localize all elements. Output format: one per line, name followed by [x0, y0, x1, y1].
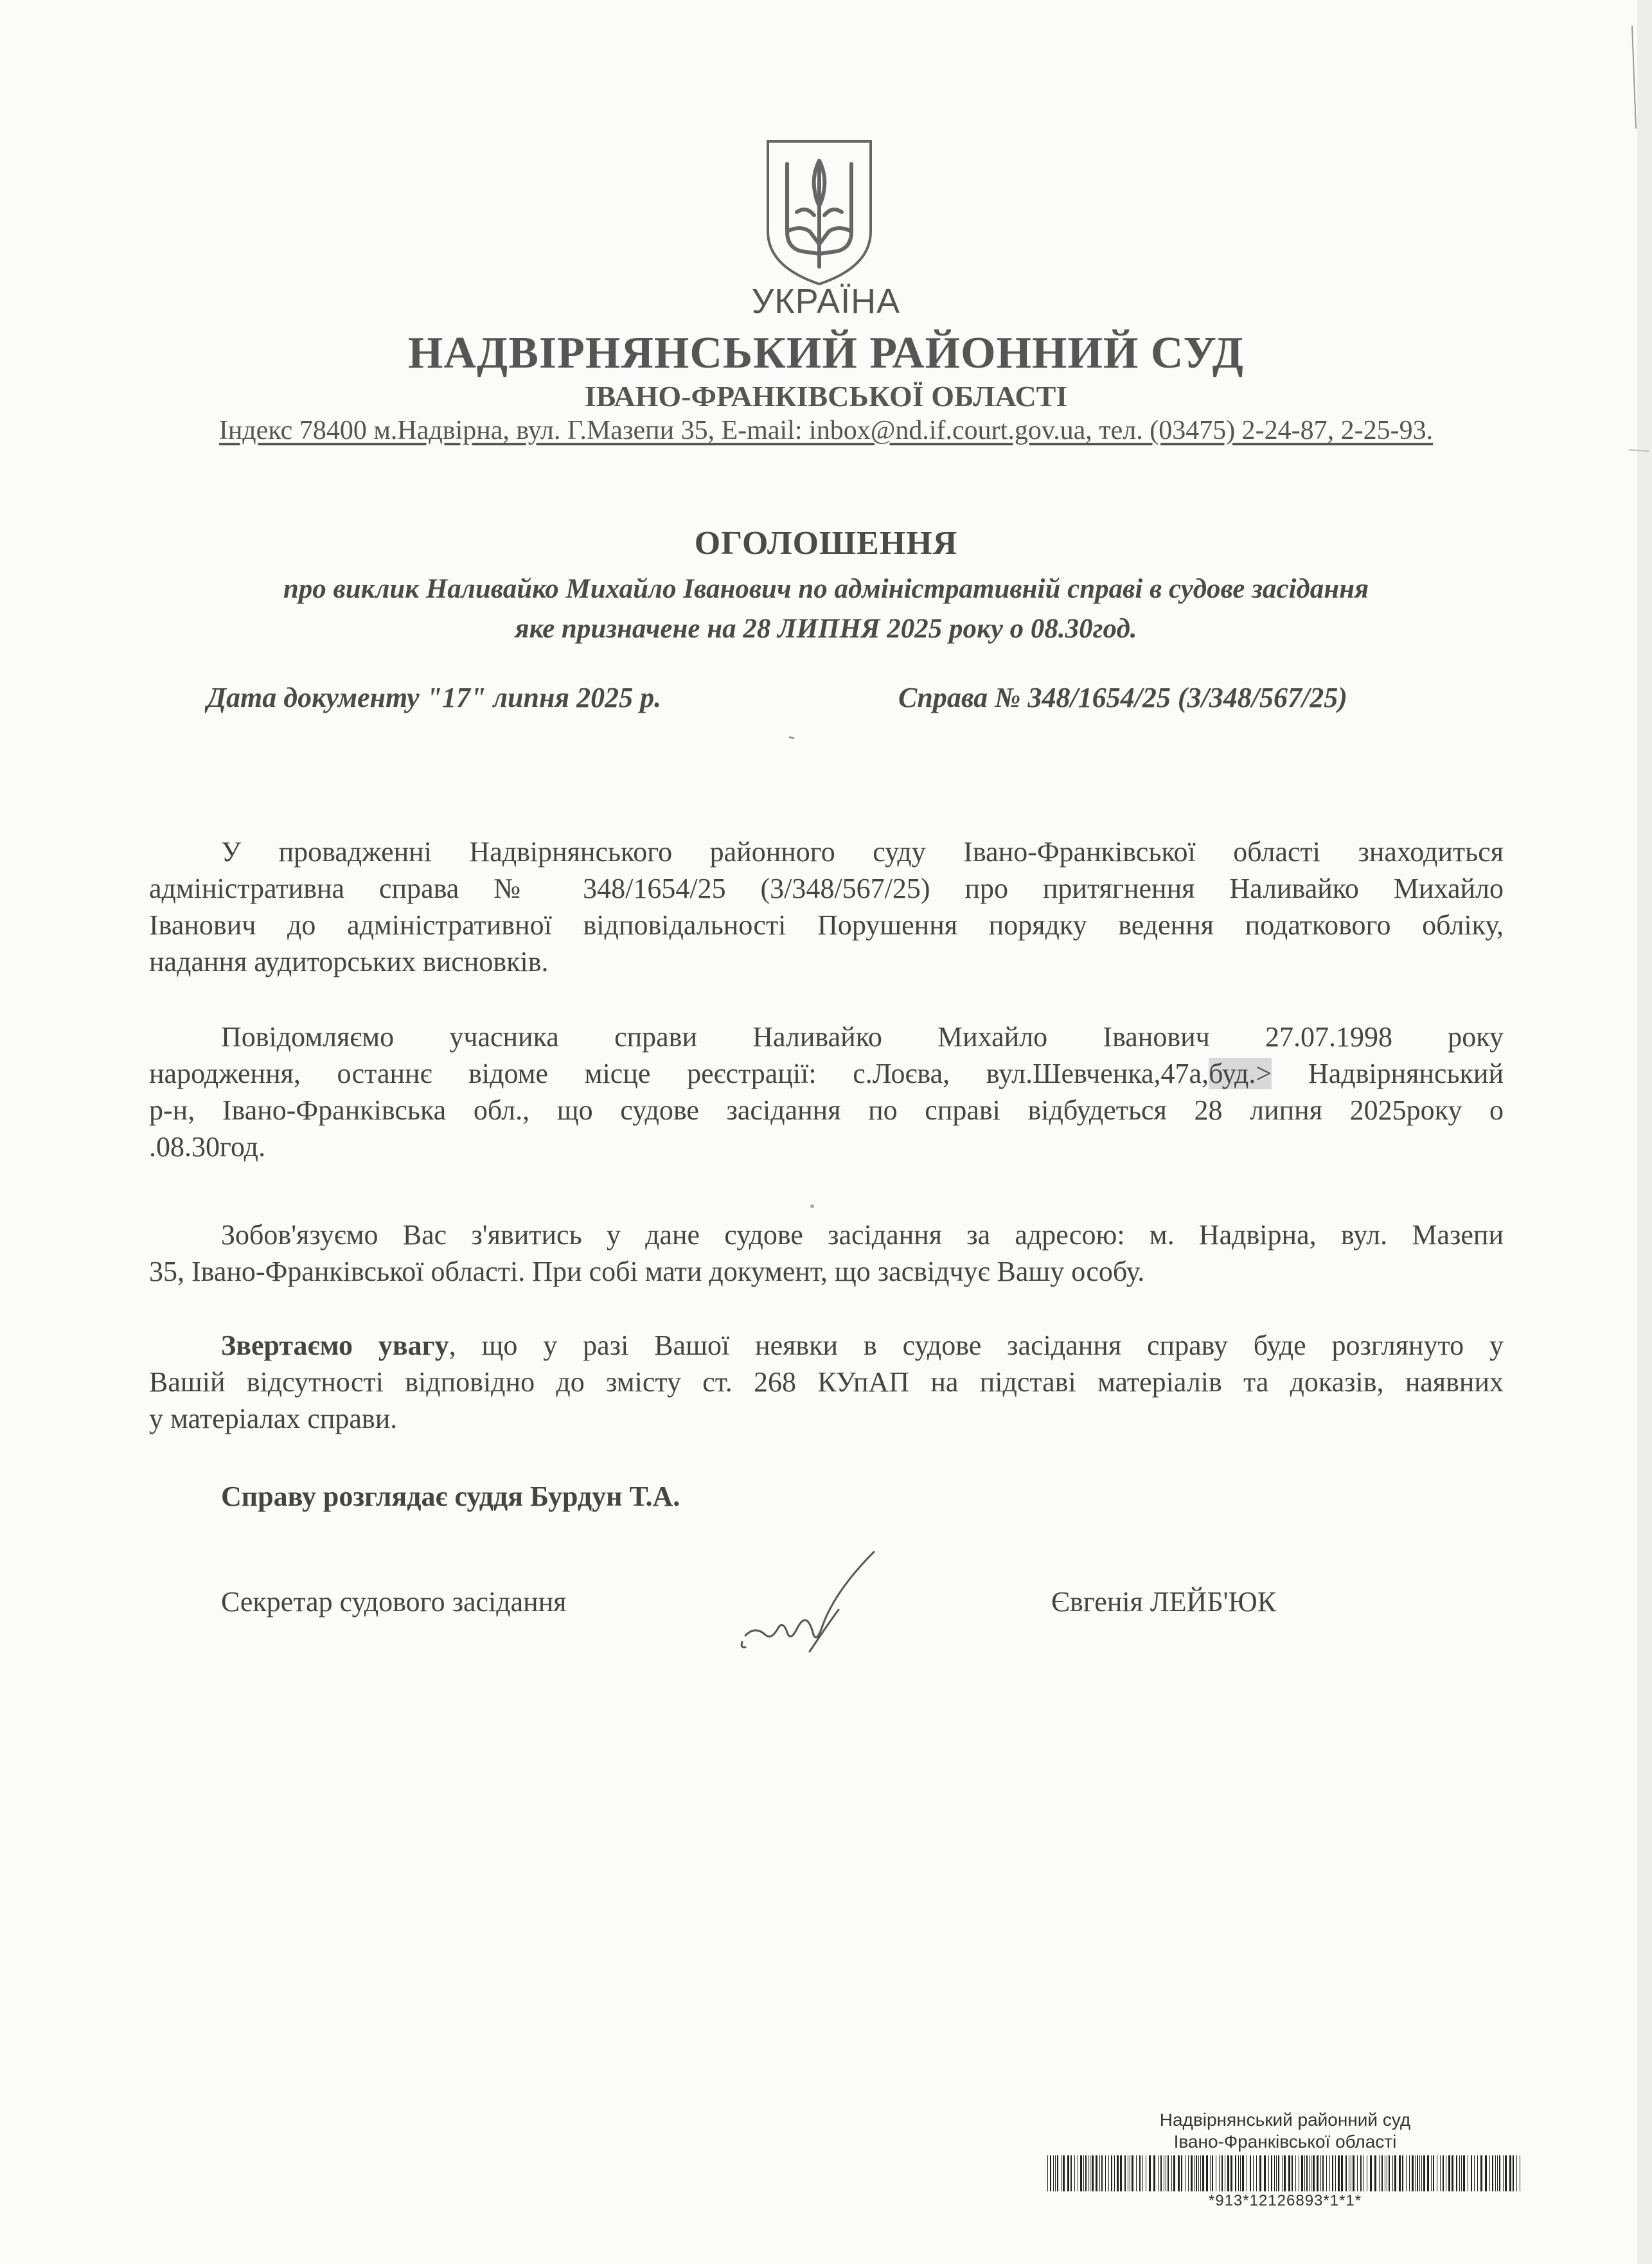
barcode-bar [1250, 2155, 1251, 2191]
court-region: ІВАНО-ФРАНКІВСЬКОЇ ОБЛАСТІ [584, 380, 1068, 413]
barcode-bar [1320, 2155, 1321, 2191]
barcode-bar [1181, 2155, 1182, 2191]
registry-stamp [1047, 2109, 1523, 2211]
barcode-bar [1431, 2155, 1432, 2191]
barcode-bar [1363, 2155, 1364, 2191]
barcode-bar [1120, 2155, 1122, 2191]
barcode-bar [1063, 2155, 1065, 2191]
barcode-bar [1238, 2155, 1239, 2191]
barcode-bar [1092, 2155, 1094, 2191]
subtitle-line-2: яке призначене на 28 ЛИПНЯ 2025 року о 08.30год. [515, 614, 1137, 644]
address-text-rest: Надвірнянський [1272, 1058, 1504, 1089]
barcode-bar [1274, 2155, 1275, 2191]
barcode-bar [1264, 2155, 1266, 2191]
secretary-name: Євгенія ЛЕЙБ'ЮК [1051, 1586, 1277, 1618]
barcode-bar [1499, 2155, 1500, 2191]
barcode-bar [1338, 2155, 1340, 2191]
barcode-bar [1067, 2155, 1069, 2191]
barcode-bar [1235, 2155, 1236, 2191]
barcode-bar [1085, 2155, 1087, 2191]
paragraph-line: Вашій відсутності відповідно до змісту ст. 268 КУпАП на підставі матеріалів та доказів, наявних [149, 1366, 1504, 1398]
barcode-bar [1353, 2155, 1354, 2191]
court-address-text: Індекс 78400 м.Надвірна, вул. Г.Мазепи 35, E-mail: inbox@nd.if.court.gov.ua, тел. (03475) 2-24-87, 2-25-93. [218, 416, 1434, 445]
barcode-bar [1188, 2155, 1189, 2191]
barcode-bar [1329, 2155, 1330, 2191]
address-text: народження, останнє відоме місце реєстрації: с.Лоєва, вул.Шевченка,47а, [149, 1058, 1209, 1089]
barcode-bar [1055, 2155, 1056, 2191]
barcode-bar [1489, 2155, 1490, 2191]
barcode-bar [1074, 2155, 1075, 2191]
warning-emphasis: Звертаємо увагу [221, 1330, 449, 1361]
barcode-bar [1242, 2155, 1244, 2191]
barcode-bar [1335, 2155, 1336, 2191]
coat-of-arms-icon [761, 135, 877, 289]
barcode-bar [1284, 2155, 1286, 2191]
barcode-bar [1101, 2155, 1103, 2191]
barcode-bar [1474, 2155, 1475, 2191]
barcode-bar [1240, 2155, 1241, 2191]
barcode-bar [1461, 2155, 1462, 2191]
barcode-bar [1485, 2155, 1487, 2191]
barcode-bar [1219, 2155, 1220, 2191]
barcode-bar [1259, 2155, 1261, 2191]
barcode-bar [1149, 2155, 1151, 2191]
barcode-bar [1480, 2155, 1482, 2191]
barcode-bar [1301, 2155, 1303, 2191]
paragraph-summons [149, 1217, 1504, 1290]
paragraph-line: надання аудиторських висновків. [149, 946, 549, 977]
barcode-bar [1295, 2155, 1296, 2191]
barcode-bar [1256, 2155, 1257, 2191]
barcode-bar [1412, 2155, 1414, 2191]
signature-image [726, 1539, 919, 1668]
barcode-bar [1114, 2155, 1115, 2191]
barcode-bar [1117, 2155, 1119, 2191]
barcode-bar [1374, 2155, 1376, 2191]
barcode-bar [1212, 2155, 1213, 2191]
barcode-bar [1503, 2155, 1504, 2191]
paragraph-line: р-н, Івано-Франківська обл., що судове засідання по справі відбудеться 28 липня 2025року о [149, 1094, 1504, 1126]
barcode-bar [1459, 2155, 1460, 2191]
barcode-bar [1171, 2155, 1172, 2191]
barcode-bar [1509, 2155, 1511, 2191]
barcode-bar [1471, 2155, 1472, 2191]
barcode-bar [1057, 2155, 1058, 2191]
barcode-bar [1313, 2155, 1315, 2191]
barcode-bar [1047, 2155, 1048, 2191]
barcode-bar [1415, 2155, 1416, 2191]
paragraph-line: Іванович до адміністративної відповідальності Порушення порядку ведення податкового обліку, [149, 909, 1504, 941]
barcode-bar [1230, 2155, 1232, 2191]
barcode-bar [1394, 2155, 1396, 2191]
barcode-bar [1191, 2155, 1193, 2191]
barcode-bar [1268, 2155, 1269, 2191]
paragraph-notification [149, 1019, 1504, 1165]
barcode-bar [1497, 2155, 1498, 2191]
paragraph-proceedings [149, 833, 1504, 980]
barcode-bar [1168, 2155, 1169, 2191]
barcode-bar [1317, 2155, 1319, 2191]
paragraph-line: у матеріалах справи. [149, 1403, 398, 1434]
document-subtitle [0, 569, 1652, 649]
barcode-bar [1173, 2155, 1175, 2191]
barcode-bar [1080, 2155, 1082, 2191]
stamp-region: Івано-Франківської області [1173, 2132, 1397, 2152]
secretary-label: Секретар судового засідання [221, 1586, 567, 1618]
paragraph-line [149, 1327, 1504, 1364]
barcode-bar [1505, 2155, 1507, 2191]
barcode-bar [1322, 2155, 1324, 2191]
court-address [0, 415, 1652, 446]
warning-text: , що у разі Вашої неявки в судове засідання справу буде розглянуто у [449, 1330, 1504, 1361]
barcode-bar [1309, 2155, 1310, 2191]
stamp-court-name: Надвірнянський районний суд [1159, 2110, 1411, 2130]
barcode-bar [1096, 2155, 1097, 2191]
barcode-bar [1421, 2155, 1422, 2191]
barcode-bar [1288, 2155, 1290, 2191]
barcode-bar [1200, 2155, 1201, 2191]
barcode-bar [1370, 2155, 1372, 2191]
barcode-bar [1160, 2155, 1162, 2191]
barcode-bar [1513, 2155, 1514, 2191]
barcode-bar [1423, 2155, 1425, 2191]
barcode-bar [1419, 2155, 1420, 2191]
barcode-bar [1448, 2155, 1450, 2191]
paragraph-warning [149, 1327, 1504, 1437]
barcode-bar [1124, 2155, 1126, 2191]
judge-line: Справу розглядає суддя Бурдун Т.А. [221, 1481, 680, 1512]
barcode-bar [1070, 2155, 1072, 2191]
barcode-image [1047, 2155, 1523, 2191]
barcode-bar [1050, 2155, 1051, 2191]
barcode-bar [1194, 2155, 1195, 2191]
barcode-bar [1276, 2155, 1277, 2191]
barcode-bar [1341, 2155, 1343, 2191]
barcode-bar [1053, 2155, 1054, 2191]
barcode-bar [1389, 2155, 1390, 2191]
case-number: Справа № 348/1654/25 (3/348/567/25) [898, 682, 1347, 713]
barcode-bar [1099, 2155, 1100, 2191]
barcode-bar [1357, 2155, 1358, 2191]
barcode-bar [1198, 2155, 1199, 2191]
barcode-bar [1399, 2155, 1401, 2191]
barcode-bar [1139, 2155, 1141, 2191]
barcode-bar [1083, 2155, 1084, 2191]
barcode-bar [1326, 2155, 1327, 2191]
document-title: ОГОЛОШЕННЯ [694, 525, 958, 562]
barcode-bar [1227, 2155, 1229, 2191]
barcode-bar [1136, 2155, 1137, 2191]
barcode-bar [1463, 2155, 1465, 2191]
paragraph-line: 35, Івано-Франківської області. При собі мати документ, що засвідчує Вашу особу. [149, 1256, 1145, 1287]
barcode-bar [1392, 2155, 1393, 2191]
barcode-bar [1304, 2155, 1305, 2191]
country-name: УКРАЇНА [751, 282, 901, 321]
barcode-bar [1210, 2155, 1211, 2191]
barcode-bar [1105, 2155, 1106, 2191]
barcode-number: *913*12126893*1*1* [1208, 2192, 1362, 2209]
barcode-bar [1477, 2155, 1478, 2191]
barcode-bar [1158, 2155, 1159, 2191]
barcode-bar [1409, 2155, 1410, 2191]
paragraph-line: .08.30год. [149, 1131, 266, 1163]
paragraph-line [149, 1055, 1504, 1092]
barcode-bar [1381, 2155, 1383, 2191]
barcode-bar [1443, 2155, 1444, 2191]
barcode-bar [1278, 2155, 1279, 2191]
barcode-bar [1440, 2155, 1441, 2191]
barcode-bar [1153, 2155, 1155, 2191]
paragraph-line: адміністративна справа № 348/1654/25 (3/348/567/25) про притягнення Наливайко Михайло [149, 873, 1504, 904]
barcode-bar [1495, 2155, 1496, 2191]
barcode-bar [1433, 2155, 1434, 2191]
court-name: НАДВІРНЯНСЬКИЙ РАЙОННИЙ СУД [408, 328, 1244, 378]
barcode-bar [1406, 2155, 1407, 2191]
barcode-bar [1282, 2155, 1283, 2191]
barcode-bar [1492, 2155, 1493, 2191]
barcode-bar [1206, 2155, 1208, 2191]
barcode-bar [1452, 2155, 1453, 2191]
barcode-bar [1196, 2155, 1197, 2191]
barcode-bar [1132, 2155, 1133, 2191]
subtitle-line-1: про виклик Наливайко Михайло Іванович по адміністративній справі в судове засідання [283, 574, 1369, 604]
barcode-bar [1178, 2155, 1180, 2191]
barcode-bar [1417, 2155, 1418, 2191]
barcode-bar [1111, 2155, 1112, 2191]
barcode-bar [1271, 2155, 1272, 2191]
barcode-bar [1202, 2155, 1204, 2191]
barcode-bar [1346, 2155, 1347, 2191]
paragraph-line: Повідомляємо учасника справи Наливайко Михайло Іванович 27.07.1998 року [221, 1021, 1504, 1053]
barcode-bar [1402, 2155, 1403, 2191]
barcode-bar [1360, 2155, 1362, 2191]
barcode-bar [1108, 2155, 1109, 2191]
paragraph-line: Зобов'язуємо Вас з'явитись у дане судове засідання за адресою: м. Надвірна, вул. Мазепи [221, 1219, 1504, 1251]
highlighted-address-part: буд.> [1209, 1058, 1272, 1089]
barcode-bar [1253, 2155, 1254, 2191]
barcode-bar [1456, 2155, 1457, 2191]
paragraph-line: У провадженні Надвірнянського районного суду Івано-Франківської області знаходиться [221, 836, 1504, 868]
barcode-bar [1142, 2155, 1143, 2191]
barcode-bar [1379, 2155, 1380, 2191]
barcode-bar [1516, 2155, 1517, 2191]
barcode-bar [1306, 2155, 1308, 2191]
barcode-bar [1332, 2155, 1333, 2191]
barcode-bar [1427, 2155, 1429, 2191]
document-date: Дата документу "17" липня 2025 р. [207, 682, 662, 713]
barcode-bar [1221, 2155, 1223, 2191]
barcode-bar [1292, 2155, 1293, 2191]
barcode-bar [1185, 2155, 1186, 2191]
